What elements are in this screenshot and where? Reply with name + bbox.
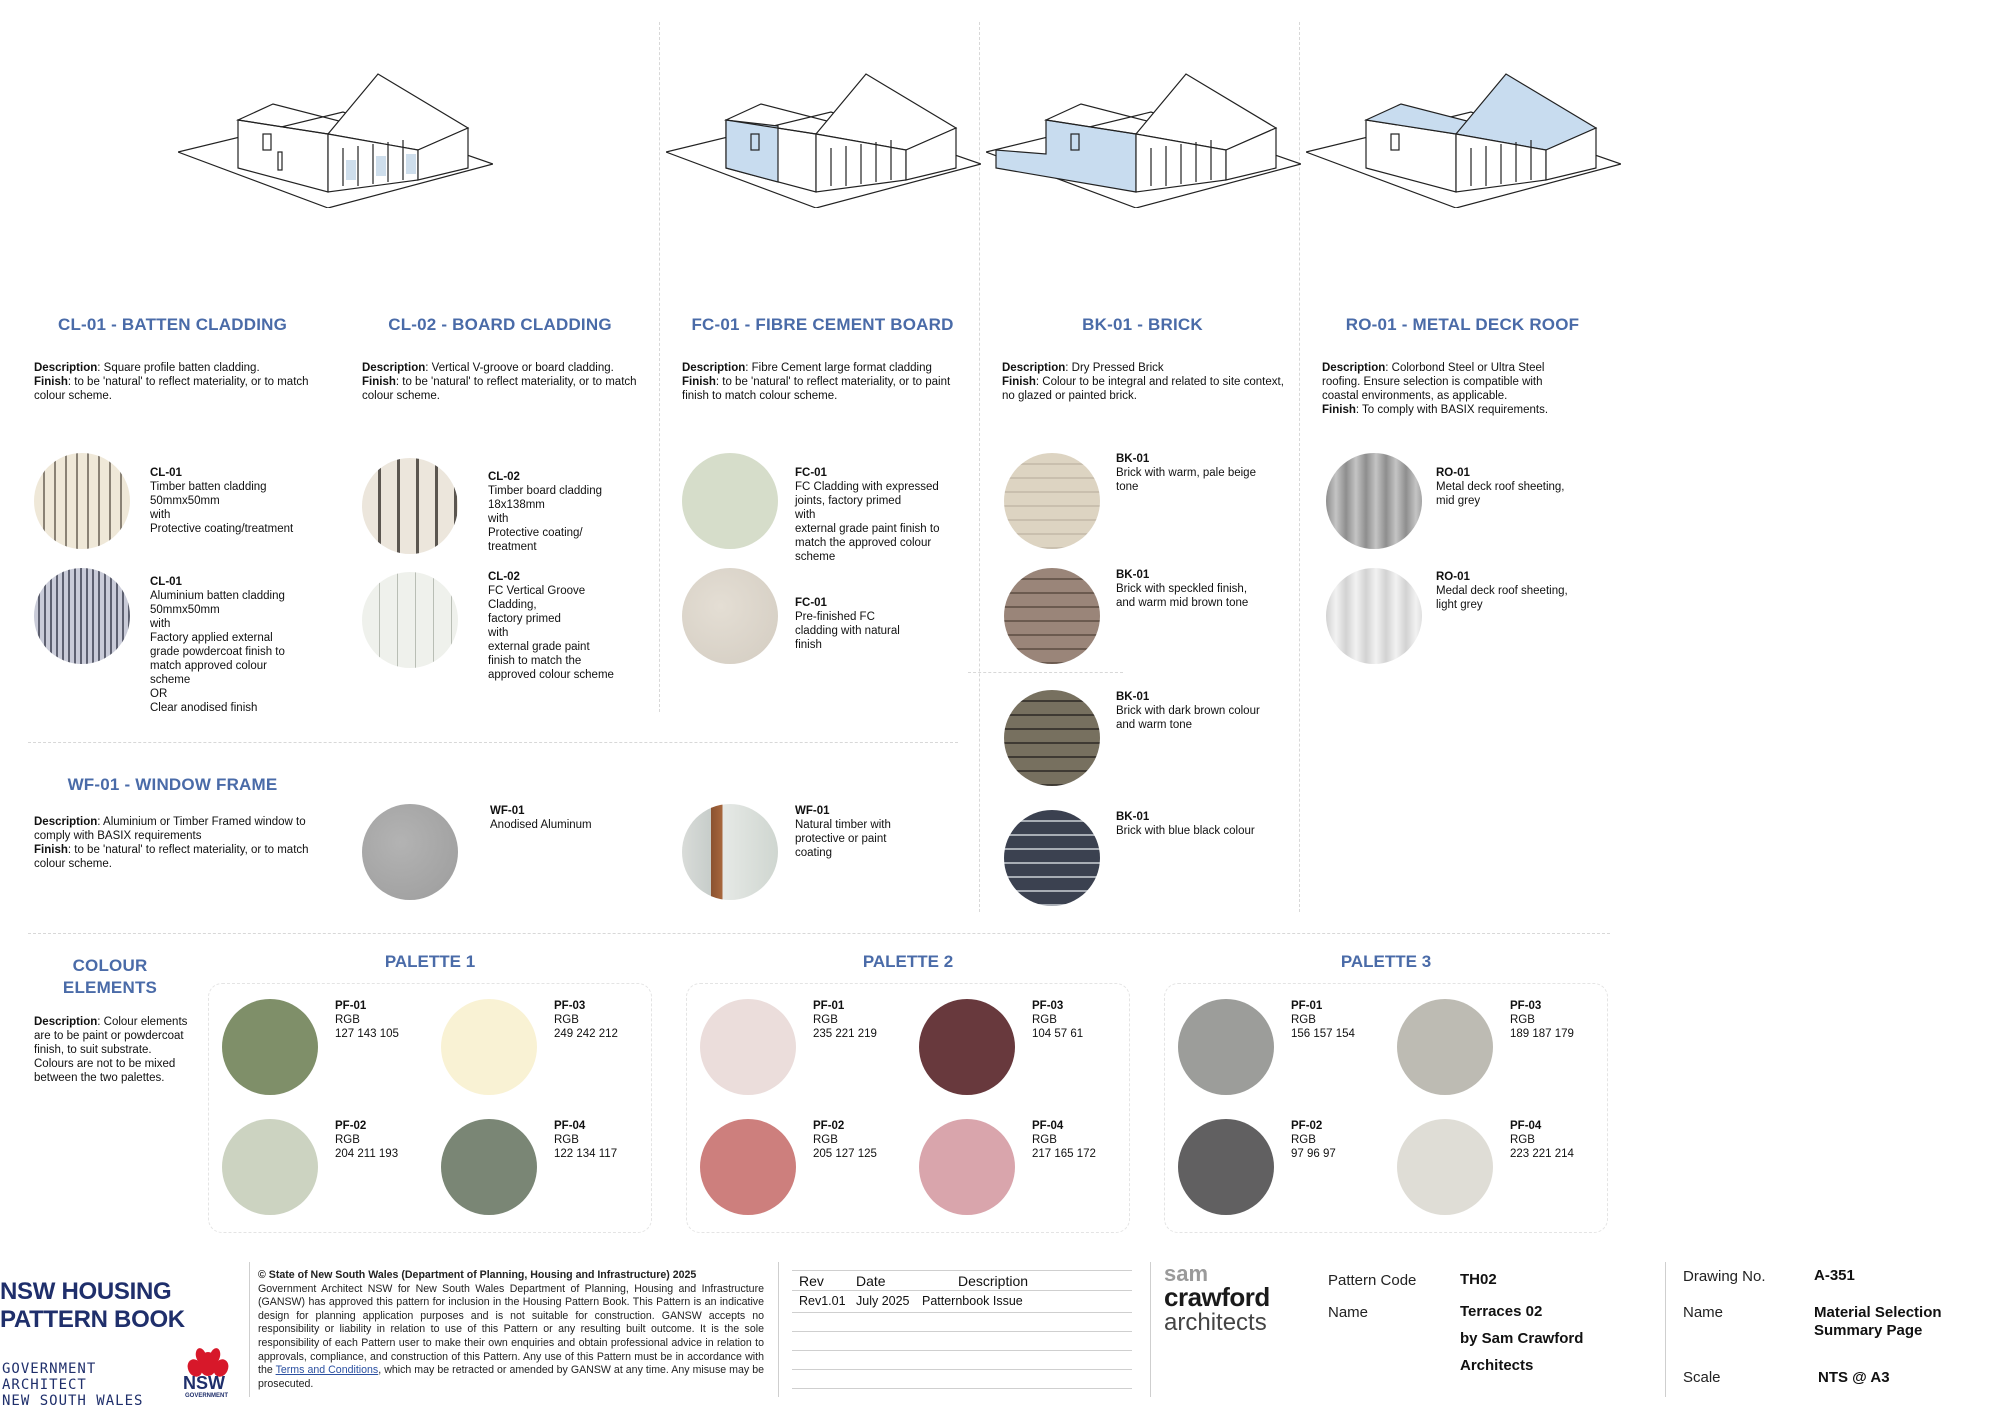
architect-logo-crawford: crawford (1164, 1282, 1270, 1312)
palette-rgb-label: RGB (813, 1134, 838, 1146)
revision-table-line (792, 1312, 1132, 1313)
palette-rgb-label: RGB (335, 1014, 360, 1026)
section-description: Description: Colorbond Steel or Ultra Steel roofing. Ensure selection is compatible with coastal environments, as applicable. Finish: To comply with BASIX requirements. (1322, 362, 1549, 416)
drawing-scale: NTS @ A3 (1818, 1369, 1890, 1386)
section-description: Description: Dry Pressed Brick Finish: Colour to be integral and related to site context, no glazed or painted brick. (1002, 362, 1284, 402)
building-illustration-roof (1306, 68, 1621, 208)
swatch-label: RO-01 Medal deck roof sheeting, light grey (1436, 571, 1568, 611)
swatch-label: WF-01 Natural timber with protective or paint coating (795, 805, 891, 859)
architect-logo-sam: sam (1164, 1261, 1209, 1286)
swatch-label: BK-01 Brick with dark brown colour and warm tone (1116, 691, 1260, 731)
palette-rgb-label: RGB (1032, 1014, 1057, 1026)
nsw-housing-logo: NSW HOUSING PATTERN BOOK (0, 1278, 185, 1333)
palette-color-swatch (441, 999, 537, 1095)
revision-header-description: Description (958, 1273, 1029, 1289)
palette-rgb-value: 127 143 105 (335, 1028, 399, 1040)
pattern-code-label: Pattern Code (1328, 1272, 1417, 1289)
swatch-label: WF-01 Anodised Aluminum (490, 805, 592, 831)
section-description: Description: Vertical V-groove or board cladding. Finish: to be 'natural' to reflect materiality, or to match colour scheme. (362, 362, 637, 402)
swatch-brick-blue-black (1004, 810, 1100, 906)
palette-color-label (813, 999, 877, 1041)
palette-color-swatch (700, 999, 796, 1095)
palette-color-swatch (1178, 999, 1274, 1095)
palette-rgb-value: 122 134 117 (554, 1148, 618, 1160)
palette-rgb-label: RGB (554, 1014, 579, 1026)
revision-header-date: Date (856, 1273, 886, 1289)
revision-row-date: July 2025 (856, 1294, 910, 1308)
palette-color-swatch (222, 1119, 318, 1215)
palette-rgb-value: 217 165 172 (1032, 1148, 1096, 1160)
palette-rgb-value: 205 127 125 (813, 1148, 877, 1160)
palette-rgb-value: 235 221 219 (813, 1028, 877, 1040)
row-divider (28, 742, 958, 743)
revision-table-line (792, 1290, 1132, 1291)
government-architect-logo: GOVERNMENT ARCHITECT NEW SOUTH WALES (2, 1361, 144, 1409)
palette-color-label (335, 999, 399, 1041)
revision-table-line (792, 1270, 1132, 1271)
footer-divider (1665, 1262, 1666, 1397)
palette-rgb-value: 223 221 214 (1510, 1148, 1574, 1160)
palette-rgb-value: 249 242 212 (554, 1028, 618, 1040)
colour-elements-title: COLOUR ELEMENTS (62, 956, 158, 997)
building-illustration-fibre-cement (666, 68, 981, 208)
palette-title: PALETTE 3 (1340, 952, 1432, 971)
section-title-board-cladding: CL-02 - BOARD CLADDING (388, 315, 612, 334)
section-title-window-frame: WF-01 - WINDOW FRAME (67, 775, 278, 794)
revision-table-line (792, 1331, 1132, 1332)
palette-color-swatch (441, 1119, 537, 1215)
palette-code: PF-04 (554, 1120, 586, 1132)
palette-rgb-value: 156 157 154 (1291, 1028, 1355, 1040)
column-divider (659, 22, 660, 712)
drawing-name-label: Name (1683, 1304, 1724, 1321)
palette-title: PALETTE 1 (384, 952, 476, 971)
palette-color-label (554, 1119, 617, 1161)
swatch-brick-dark-brown (1004, 690, 1100, 786)
palette-color-label (813, 1119, 877, 1161)
section-title-fibre-cement: FC-01 - FIBRE CEMENT BOARD (691, 315, 954, 334)
nsw-government-mark: NSW (183, 1373, 225, 1393)
palette-color-label (1291, 999, 1355, 1041)
section-description: Description: Square profile batten cladding. Finish: to be 'natural' to reflect materiality, or to match colour scheme. (34, 362, 309, 402)
name-label: Name (1328, 1304, 1369, 1321)
footer-divider (778, 1262, 779, 1397)
swatch-label: CL-01 Aluminium batten cladding 50mmx50mm with Factory applied external grade powdercoat finish to match approved colour scheme OR Clear anodised finish (150, 576, 285, 714)
palette-color-swatch (1397, 1119, 1493, 1215)
section-description: Description: Fibre Cement large format cladding Finish: to be 'natural' to reflect materiality, or to paint finish to match colour scheme. (682, 362, 951, 402)
revision-row-rev: Rev1.01 (799, 1294, 846, 1308)
section-title-brick: BK-01 - BRICK (1082, 315, 1203, 334)
swatch-roof-mid-grey (1326, 453, 1422, 549)
palette-color-swatch (222, 999, 318, 1095)
palette-rgb-label: RGB (335, 1134, 360, 1146)
palette-rgb-label: RGB (1510, 1134, 1535, 1146)
swatch-aluminium-batten (34, 568, 130, 664)
swatch-fc-groove (362, 572, 458, 668)
palette-code: PF-02 (1291, 1120, 1323, 1132)
palette-color-swatch (700, 1119, 796, 1215)
section-description: Description: Aluminium or Timber Framed window to comply with BASIX requirements Finish: to be 'natural' to reflect materiality, or to match colour scheme. (34, 816, 309, 870)
palette-color-swatch (919, 999, 1015, 1095)
palette-color-swatch (1397, 999, 1493, 1095)
swatch-label: CL-02 Timber board cladding 18x138mm with Protective coating/ treatment (488, 471, 602, 553)
drawing-name: Material Selection Summary Page (1814, 1304, 1942, 1339)
palette-color-label (554, 999, 618, 1041)
swatch-label: BK-01 Brick with speckled finish, and warm mid brown tone (1116, 569, 1249, 609)
palette-code: PF-04 (1032, 1120, 1064, 1132)
palette-code: PF-03 (1510, 1000, 1542, 1012)
revision-table-line (792, 1388, 1132, 1389)
colour-elements-description: Description: Colour elements are to be paint or powdercoat finish, to suit substrate. Colours are not to be mixed between the two palettes. (34, 1016, 188, 1084)
swatch-timber-board (362, 458, 458, 554)
revision-row-description: Patternbook Issue (922, 1294, 1023, 1308)
palette-rgb-label: RGB (554, 1134, 579, 1146)
swatch-timber-batten (34, 453, 130, 549)
drawing-number-label: Drawing No. (1683, 1268, 1766, 1285)
section-title-metal-roof: RO-01 - METAL DECK ROOF (1345, 315, 1580, 334)
section-title-batten-cladding: CL-01 - BATTEN CLADDING (57, 315, 288, 334)
footer-divider (1150, 1262, 1151, 1397)
swatch-natural-timber-frame (682, 804, 778, 900)
palette-color-label (335, 1119, 398, 1161)
copyright-notice: © State of New South Wales (Department of Planning, Housing and Infrastructure) 2025 Government Architect NSW for New South Wales Department of Planning, Housing and Infrastructure (GANSW) has approved this pattern for inclusion in the Housing Pattern Book. This Pattern is an indicative design for planning application purposes and is not suitable for construction. GANSW accepts no responsibility or liability in relation to use of this Pattern or any resulting built outcome. It is the sole responsibility of each Pattern user to make their own enquiries and obtain professional advice in relation to approvals, compliance, and construction of this Pattern. Any use of this Pattern must be in accordance with the Terms and Conditions, which may be retracted or amended by GANSW at any time. Any misuse may be prosecuted. (258, 1269, 764, 1390)
swatch-label: RO-01 Metal deck roof sheeting, mid grey (1436, 467, 1565, 507)
palette-rgb-label: RGB (1032, 1134, 1057, 1146)
palette-color-label (1032, 999, 1083, 1041)
swatch-brick-beige (1004, 453, 1100, 549)
palette-rgb-value: 189 187 179 (1510, 1028, 1574, 1040)
pattern-name: Terraces 02 by Sam Crawford Architects (1460, 1303, 1584, 1374)
architect-logo-architects: architects (1164, 1309, 1267, 1336)
palette-color-label (1510, 999, 1574, 1041)
pattern-code: TH02 (1460, 1271, 1497, 1288)
palette-color-label (1032, 1119, 1096, 1161)
palette-rgb-value: 204 211 193 (335, 1148, 399, 1160)
swatch-label: FC-01 FC Cladding with expressed joints, factory primed with external grade paint finish to match the approved colour scheme (795, 467, 940, 563)
swatch-fc-natural (682, 568, 778, 664)
swatch-label: FC-01 Pre-finished FC cladding with natural finish (795, 597, 900, 651)
swatch-label: CL-01 Timber batten cladding 50mmx50mm with Protective coating/treatment (150, 467, 294, 535)
palette-code: PF-01 (813, 1000, 845, 1012)
scale-label: Scale (1683, 1369, 1721, 1386)
palette-code: PF-03 (1032, 1000, 1064, 1012)
building-illustration-brick (986, 68, 1301, 208)
nsw-government-subtext: GOVERNMENT (185, 1393, 229, 1399)
palette-rgb-value: 97 96 97 (1291, 1148, 1336, 1160)
swatch-label: CL-02 FC Vertical Groove Cladding, factory primed with external grade paint finish to match the approved colour scheme (488, 571, 614, 681)
palette-rgb-label: RGB (1510, 1014, 1535, 1026)
footer-divider (249, 1262, 250, 1397)
revision-table-line (792, 1369, 1132, 1370)
palette-color-label (1510, 1119, 1574, 1161)
row-divider (28, 933, 1610, 934)
swatch-fc-primed (682, 453, 778, 549)
building-illustration-cladding (178, 68, 493, 208)
palette-code: PF-04 (1510, 1120, 1542, 1132)
palette-code: PF-03 (554, 1000, 586, 1012)
palette-code: PF-01 (335, 1000, 367, 1012)
palette-rgb-label: RGB (813, 1014, 838, 1026)
terms-and-conditions-link[interactable]: Terms and Conditions (275, 1364, 379, 1377)
swatch-label: BK-01 Brick with blue black colour (1116, 811, 1255, 837)
drawing-number: A-351 (1814, 1267, 1855, 1284)
palette-code: PF-02 (813, 1120, 845, 1132)
swatch-label: BK-01 Brick with warm, pale beige tone (1116, 453, 1256, 493)
palette-color-swatch (919, 1119, 1015, 1215)
swatch-roof-light-grey (1326, 568, 1422, 664)
palette-code: PF-02 (335, 1120, 367, 1132)
palette-rgb-label: RGB (1291, 1014, 1316, 1026)
palette-color-swatch (1178, 1119, 1274, 1215)
palette-code: PF-01 (1291, 1000, 1323, 1012)
palette-rgb-value: 104 57 61 (1032, 1028, 1084, 1040)
palette-title: PALETTE 2 (862, 952, 954, 971)
revision-table-line (792, 1350, 1132, 1351)
row-divider (968, 672, 1123, 673)
palette-rgb-label: RGB (1291, 1134, 1316, 1146)
revision-header-rev: Rev (799, 1273, 824, 1289)
palette-color-label (1291, 1119, 1336, 1161)
swatch-brick-mid-brown (1004, 568, 1100, 664)
swatch-anodised-aluminium (362, 804, 458, 900)
